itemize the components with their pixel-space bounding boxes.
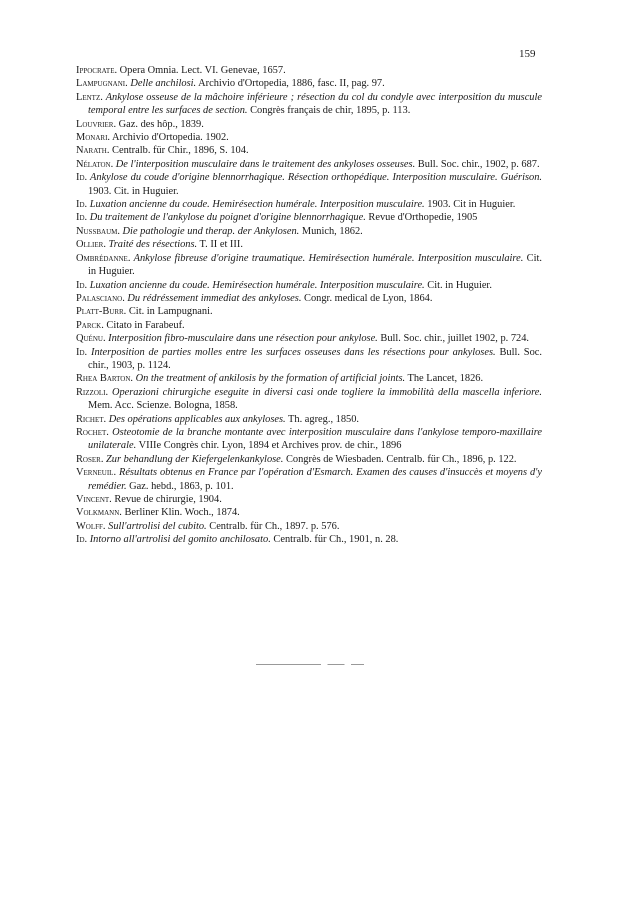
entry-author: Id. bbox=[76, 346, 88, 358]
entry-title: Ankylose du coude d'origine blennorrhagique. Résection orthopédique. Interposition musculaire. Guérison. bbox=[87, 172, 542, 184]
bibliography-entry bbox=[76, 144, 542, 157]
bibliography-entry bbox=[76, 426, 542, 453]
entry-details: Cit. in Lampugnani. bbox=[126, 306, 213, 318]
entry-title: Interposition fibro-musculaire dans une résection pour ankylose. bbox=[105, 333, 378, 345]
bibliography-entry bbox=[76, 372, 542, 385]
bibliography-entry bbox=[76, 252, 542, 279]
entry-details: Archivio d'Ortopedia. 1902. bbox=[110, 132, 229, 144]
entry-title: Sull'artrolisi del cubito. bbox=[105, 520, 207, 532]
bibliography-entry bbox=[76, 279, 542, 292]
entry-details: 1903. Cit in Huguier. bbox=[424, 199, 516, 211]
entry-details: Congrès de Wiesbaden. Centralb. für Ch., 1896, p. 122. bbox=[283, 453, 517, 465]
entry-author: Platt-Burr. bbox=[76, 306, 127, 318]
bibliography-entry bbox=[76, 64, 542, 77]
bibliography-entry bbox=[76, 413, 542, 426]
entry-author: Vincent. bbox=[76, 494, 112, 505]
entry-author: Ippocrate. bbox=[76, 65, 118, 76]
entry-author: Id. bbox=[76, 199, 88, 211]
entry-title: Interposition de parties molles entre les surfaces osseuses dans les résections pour ankyloses. bbox=[87, 346, 496, 358]
bibliography-entry bbox=[76, 520, 542, 533]
entry-details: Bull. Soc. chir., 1902, p. 687. bbox=[415, 158, 540, 170]
page-number: 159 bbox=[519, 48, 536, 60]
entry-details: Opera Omnia. Lect. VI. Genevae, 1657. bbox=[117, 65, 286, 76]
entry-details: T. II et III. bbox=[197, 239, 243, 251]
entry-author: Nussbaum. bbox=[76, 225, 120, 237]
entry-details: Bull. Soc. chir., juillet 1902, p. 724. bbox=[377, 333, 530, 345]
entry-details: Cit. in Huguier. bbox=[88, 252, 542, 278]
entry-author: Id. bbox=[76, 172, 88, 184]
entry-details: Revue de chirurgie, 1904. bbox=[111, 494, 222, 505]
entry-author: Volkmann. bbox=[76, 507, 122, 519]
bibliography-entry bbox=[76, 171, 542, 198]
entry-author: Lentz. bbox=[76, 91, 103, 103]
entry-details: Berliner Klin. Woch., 1874. bbox=[121, 507, 240, 519]
entry-author: Quénu. bbox=[76, 333, 106, 345]
entry-details: Centralb. für Ch., 1897. p. 576. bbox=[206, 520, 340, 532]
entry-title: Du rédréssement immediat des ankyloses. bbox=[124, 292, 302, 304]
entry-author: Richet. bbox=[76, 413, 107, 425]
bibliography-entry bbox=[76, 225, 542, 238]
entry-details: Munich, 1862. bbox=[299, 225, 363, 237]
entry-details: Congr. medical de Lyon, 1864. bbox=[301, 292, 433, 304]
entry-title: Luxation ancienne du coude. Hemirésection humérale. Interposition musculaire. bbox=[87, 199, 425, 211]
entry-details: Cit. in Huguier. bbox=[424, 279, 492, 291]
entry-author: Parck. bbox=[76, 319, 104, 331]
entry-details: Centralb. für Ch., 1901, n. 28. bbox=[270, 534, 399, 546]
entry-author: Roser. bbox=[76, 453, 104, 465]
bibliography-entry bbox=[76, 292, 542, 305]
bibliography-list bbox=[76, 64, 542, 547]
entry-title: Des opérations applicables aux ankyloses. bbox=[106, 413, 286, 425]
entry-title: De l'interposition musculaire dans le traitement des ankyloses osseuses. bbox=[113, 158, 416, 170]
entry-author: Rhea Barton. bbox=[76, 373, 134, 385]
entry-details: Congrès français de chir, 1895, p. 113. bbox=[247, 105, 411, 117]
entry-title: On the treatment of ankilosis by the formation of artificial joints. bbox=[133, 373, 406, 385]
entry-details: Revue d'Orthopedie, 1905 bbox=[365, 212, 478, 224]
entry-author: Nélaton. bbox=[76, 158, 114, 170]
bibliography-entry bbox=[76, 453, 542, 466]
entry-details: Bull. Soc. chir., 1903, p. 1124. bbox=[88, 346, 542, 371]
bibliography-entry bbox=[76, 131, 542, 144]
entry-details: Citato in Farabeuf. bbox=[103, 319, 185, 331]
bibliography-entry bbox=[76, 77, 542, 90]
section-end-rule bbox=[256, 664, 364, 665]
bibliography-entry bbox=[76, 493, 542, 506]
entry-author: Lampugnani. bbox=[76, 78, 128, 90]
entry-details: Archivio d'Ortopedia, 1886, fasc. II, pag. 97. bbox=[196, 78, 385, 90]
entry-author: Rizzoli. bbox=[76, 386, 109, 398]
bibliography-entry bbox=[76, 91, 542, 118]
entry-author: Ollier. bbox=[76, 239, 106, 251]
entry-author: Louvrier. bbox=[76, 118, 117, 130]
entry-title: Traité des résections. bbox=[105, 239, 198, 251]
entry-details: Gaz. des hôp., 1839. bbox=[116, 118, 204, 130]
entry-details: The Lancet, 1826. bbox=[405, 373, 484, 385]
entry-title: Ankylose fibreuse d'origine traumatique. Hemirésection humérale. Interposition musculaire. bbox=[130, 252, 524, 264]
entry-author: Narath. bbox=[76, 145, 110, 157]
bibliography-entry bbox=[76, 158, 542, 171]
entry-title: Ankylose osseuse de la mâchoire inférieure ; résection du col du condyle avec interposition du muscule temporal entre les surfaces de section. bbox=[88, 91, 542, 117]
entry-author: Palasciano. bbox=[76, 292, 125, 304]
bibliography-entry bbox=[76, 238, 542, 251]
entry-details: Mem. Acc. Scienze. Bologna, 1858. bbox=[88, 400, 238, 412]
bibliography-entry bbox=[76, 466, 542, 493]
bibliography-entry bbox=[76, 118, 542, 131]
bibliography-entry bbox=[76, 533, 542, 546]
entry-details: Centralb. für Chir., 1896, S. 104. bbox=[109, 145, 249, 157]
bibliography-entry bbox=[76, 319, 542, 332]
bibliography-entry bbox=[76, 386, 542, 413]
bibliography-entry bbox=[76, 346, 542, 373]
bibliography-entry bbox=[76, 305, 542, 318]
entry-details: VIIIe Congrès chir. Lyon, 1894 et Archives prov. de chir., 1896 bbox=[136, 440, 402, 452]
bibliography-entry bbox=[76, 332, 542, 345]
bibliography-entry bbox=[76, 198, 542, 211]
entry-author: Id. bbox=[76, 212, 88, 224]
entry-title: Intorno all'artrolisi del gomito anchilosato. bbox=[87, 534, 271, 546]
entry-title: Osteotomie de la branche montante avec interposition musculaire dans l'ankylose temporo-maxillaire unilaterale. bbox=[88, 426, 542, 452]
entry-details: Th. agreg., 1850. bbox=[285, 413, 360, 425]
entry-title: Delle anchilosi. bbox=[127, 78, 197, 90]
entry-title: Résultats obtenus en France par l'opération d'Esmarch. Examen des causes d'insuccès et moyens d'y remédier. bbox=[88, 467, 542, 492]
entry-title: Luxation ancienne du coude. Hemirésection humérale. Interposition musculaire. bbox=[87, 279, 425, 291]
entry-details: 1903. Cit. in Huguier. bbox=[88, 185, 179, 197]
entry-author: Wolff. bbox=[76, 520, 106, 532]
entry-details: Gaz. hebd., 1863, p. 101. bbox=[126, 480, 234, 492]
entry-author: Id. bbox=[76, 279, 88, 291]
entry-author: Verneuil. bbox=[76, 467, 117, 479]
entry-title: Operazioni chirurgiche eseguite in diversi casi onde togliere la immobilità della mascella inferiore. bbox=[108, 386, 542, 398]
entry-author: Id. bbox=[76, 534, 88, 546]
entry-title: Die pathologie und therap. der Ankylosen. bbox=[119, 225, 300, 237]
entry-title: Du traitement de l'ankylose du poignet d'origine blennorrhagique. bbox=[87, 212, 366, 224]
entry-author: Rochet. bbox=[76, 426, 109, 438]
entry-title: Zur behandlung der Kiefergelenkankylose. bbox=[103, 453, 284, 465]
bibliography-entry bbox=[76, 211, 542, 224]
entry-author: Monari. bbox=[76, 132, 111, 144]
bibliography-entry bbox=[76, 506, 542, 519]
entry-author: Ombrédanne. bbox=[76, 252, 131, 264]
